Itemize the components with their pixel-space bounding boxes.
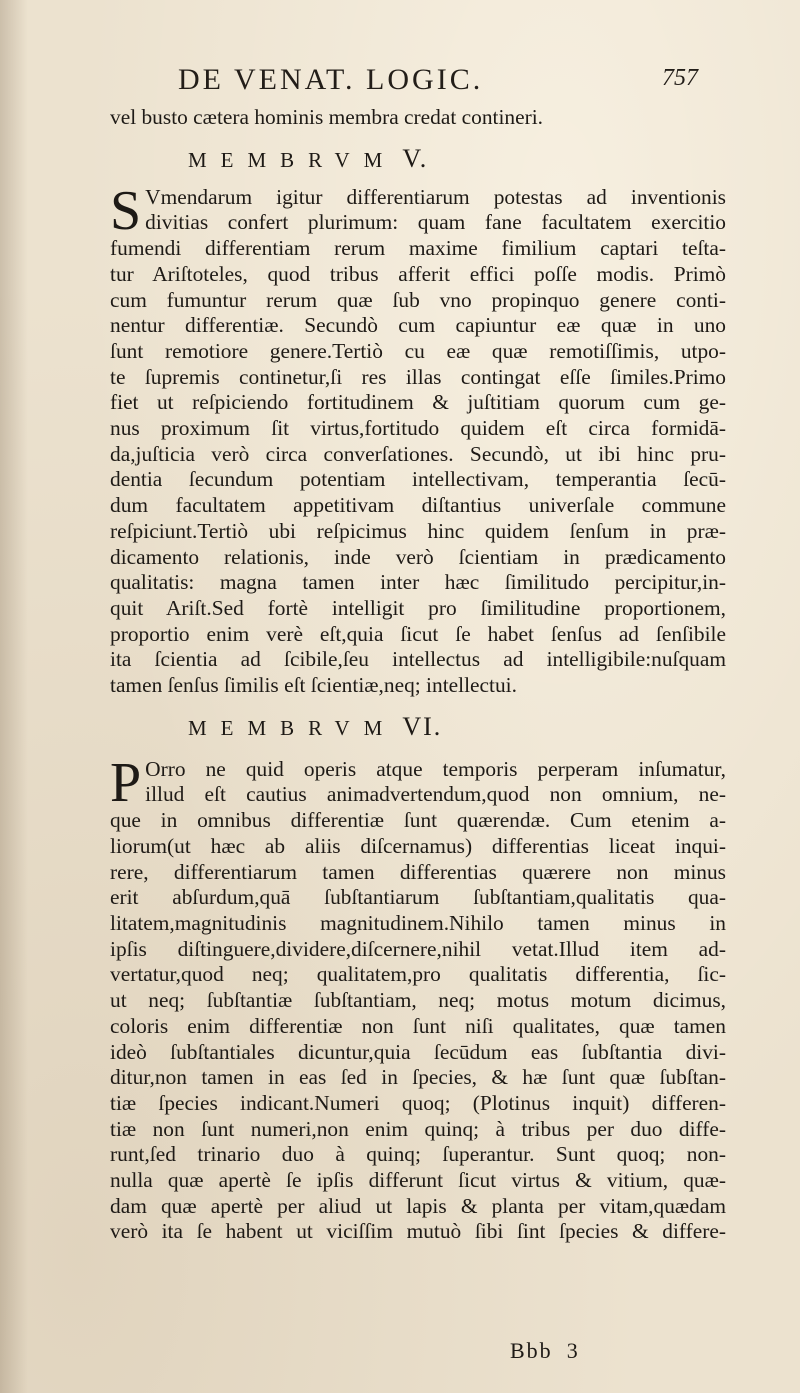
text-line: dam quæ apertè per aliud ut lapis & planta per vitam,quædam (110, 1193, 726, 1218)
page-number: 757 (662, 65, 698, 91)
text-line: proportio enim verè eſt,quia ſicut ſe habet ſenſus ad ſenſibile (110, 621, 726, 646)
page-gutter-shadow (0, 0, 28, 1393)
running-head (178, 63, 698, 103)
text-line: fiet ut reſpiciendo fortitudinem & juſtitiam quorum cum ge- (110, 390, 726, 415)
text-line: nus proximum ſit virtus,fortitudo quidem eſt circa formidā- (110, 416, 726, 441)
signature-mark (510, 1338, 580, 1364)
text-line: dum facultatem appetitivam diſtantius univerſale commune (110, 493, 726, 518)
text-line: quit Ariſt.Sed fortè intelligit pro ſimilitudine proportionem, (110, 595, 726, 620)
text-line: liorum(ut hæc ab aliis diſcernamus) differentias liceat inqui- (110, 833, 726, 858)
running-head-title: DE VENAT. LOGIC. (178, 63, 484, 96)
text-line: dentia ſecundum potentiam intellectivam, temperantia ſecū- (110, 467, 726, 492)
section-heading-numeral: VI. (402, 711, 443, 741)
text-line: fumendi differentiam rerum maxime fimilium captari teſta- (110, 236, 726, 261)
text-line: da,juſticia verò circa converſationes. Secundò, ut ibi hinc pru- (110, 441, 726, 466)
text-line: nulla quæ apertè ſe ipſis differunt ſicut virtus & vitium, quæ- (110, 1168, 726, 1193)
drop-initial-s: S (110, 179, 142, 242)
text-line: ut neq; ſubſtantiæ ſubſtantiam, neq; motus motum dicimus, (110, 988, 726, 1013)
text-line: nentur differentiæ. Secundò cum capiuntur eæ quæ in uno (110, 313, 726, 338)
text-line: dicamento relationis, inde verò ſcientiam in prædicamento (110, 544, 726, 569)
text-line: te ſupremis continetur,ſi res illas contingat eſſe ſimiles.Primo (110, 364, 726, 389)
paragraph-membrum-v (110, 179, 726, 699)
text-line: Orro ne quid operis atque temporis perperam inſumatur, (145, 756, 726, 781)
text-line: que in omnibus differentiæ ſunt quærendæ. Cum etenim a- (110, 808, 726, 833)
section-heading-membrum-vi (110, 699, 726, 755)
text-line: erit abſurdum,quā ſubſtantiarum ſubſtantiam,qualitatis qua- (110, 885, 726, 910)
text-line: illud eſt cautius animadvertendum,quod non omnium, ne- (145, 782, 726, 807)
text-line: tiæ non ſunt numeri,non enim quinq; à tribus per duo diffe- (110, 1116, 726, 1141)
text-line: tiæ ſpecies indicant.Numeri quoq; (Plotinus inquit) differen- (110, 1090, 726, 1115)
text-line: divitias confert plurimum: quam fane facultatem exercitio (145, 210, 726, 235)
text-line: ditur,non tamen in eas ſed in ſpecies, & hæ ſunt quæ ſubſtan- (110, 1065, 726, 1090)
text-line: cum fumuntur rerum quæ ſub vno propinquo genere conti- (110, 287, 726, 312)
drop-initial-p: P (110, 751, 142, 814)
text-line: litatem,magnitudinis magnitudinem.Nihilo tamen minus in (110, 910, 726, 935)
text-line: tamen ſenſus ſimilis eſt ſcientiæ,neq; intellectui. (110, 673, 517, 698)
section-heading-label: MEMBRVM (188, 715, 397, 740)
body-text (110, 105, 726, 1245)
section-heading-membrum-v (110, 131, 726, 183)
text-line: qualitatis: magna tamen inter hæc ſimilitudo percipitur,in- (110, 570, 726, 595)
section-heading-label: MEMBRVM (188, 147, 397, 172)
section-heading-numeral: V. (402, 143, 429, 173)
text-line: ita ſcientia ad ſcibile,ſeu intellectus ad intelligibile:nuſquam (110, 647, 726, 672)
paragraph-membrum-vi (110, 751, 726, 1245)
text-line: Vmendarum igitur differentiarum potestas ad inventionis (145, 184, 726, 209)
text-line: coloris enim differentiæ non ſunt niſi qualitates, quæ tamen (110, 1013, 726, 1038)
text-line: reſpiciunt.Tertiò ubi reſpicimus hinc quidem ſenſum in præ- (110, 518, 726, 543)
text-line: ipſis diſtinguere,dividere,diſcernere,nihil vetat.Illud item ad- (110, 936, 726, 961)
signature-letters: Bbb (510, 1338, 553, 1363)
text-line: ſunt remotiore genere.Tertiò cu eæ quæ remotiſſimis, utpo- (110, 338, 726, 363)
text-line: vertatur,quod neq; qualitatem,pro qualitatis differentia, ſic- (110, 962, 726, 987)
text-line: verò ita ſe habent ut viciſſim mutuò ſibi ſint ſpecies & differe- (110, 1219, 726, 1244)
text-line: ideò ſubſtantiales dicuntur,quia ſecūdum eas ſubſtantia divi- (110, 1039, 726, 1064)
text-line: vel busto cætera hominis membra credat contineri. (110, 105, 544, 129)
signature-number: 3 (566, 1338, 580, 1363)
text-line: tur Ariſtoteles, quod tribus afferit effici poſſe modis. Primò (110, 261, 726, 286)
text-line: rere, differentiarum tamen differentias quærere non minus (110, 859, 726, 884)
text-line: runt,ſed trinario duo à quinq; ſuperantur. Sunt quoq; non- (110, 1142, 726, 1167)
